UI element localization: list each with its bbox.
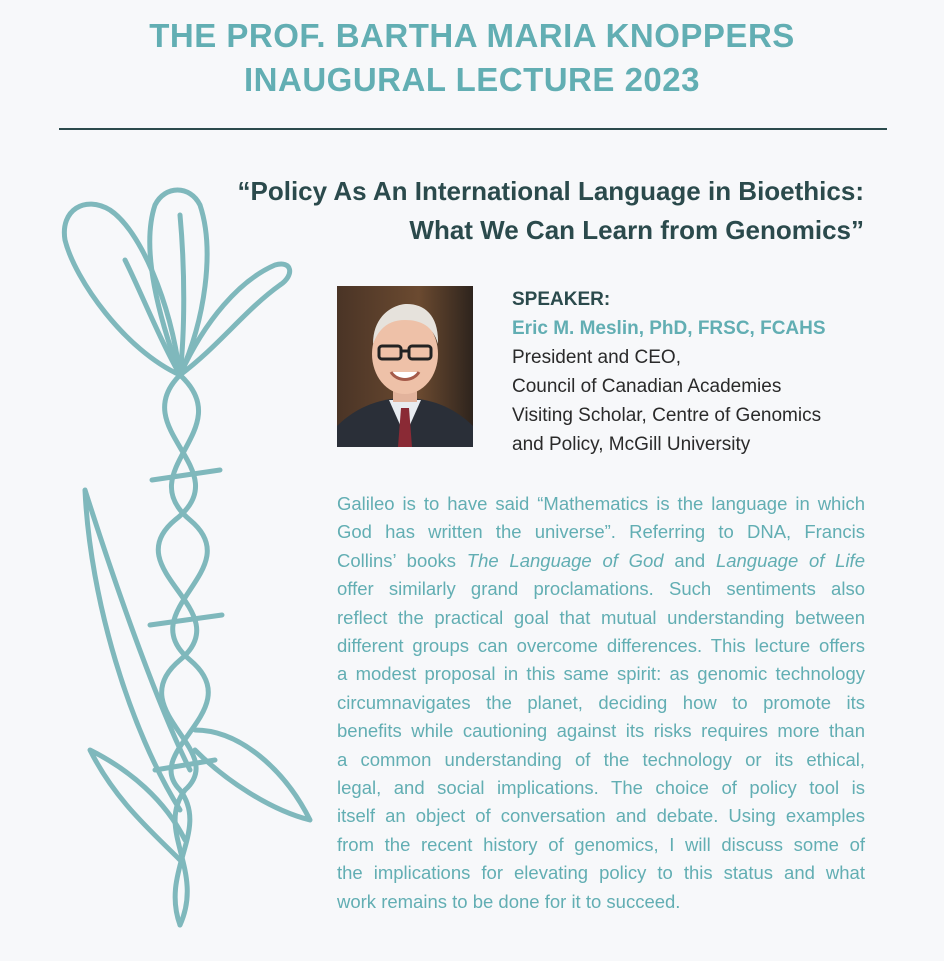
abstract-line: reflect the practical goal that mutual understanding between <box>337 606 865 628</box>
abstract-line: offer similarly grand proclamations. Such sentiments also <box>337 578 865 600</box>
title-divider <box>59 128 887 130</box>
speaker-photo <box>337 286 473 447</box>
abstract-line: legal, and social implications. The choice of policy tool is <box>337 777 865 799</box>
abstract-line: circumnavigates the planet, deciding how to promote its <box>337 691 865 713</box>
lecture-abstract <box>337 490 865 916</box>
abstract-line: a common understanding of the technology or its ethical, <box>337 748 865 770</box>
abstract-line: Galileo is to have said “Mathematics is the language in which <box>337 493 865 514</box>
event-title-line-2: INAUGURAL LECTURE 2023 <box>244 61 700 98</box>
abstract-line: work remains to be done for it to succeed. <box>337 890 681 912</box>
speaker-info <box>512 285 892 459</box>
lecture-title <box>164 172 864 250</box>
abstract-line: God has written the universe”. Referring to DNA, Francis <box>337 521 865 543</box>
abstract-line: the implications for elevating policy to this status and what <box>337 862 865 884</box>
event-title <box>0 14 944 102</box>
abstract-line: from the recent history of genomics, I will discuss some of <box>337 833 865 855</box>
dna-flower-illustration <box>30 170 330 950</box>
speaker-role-line: Council of Canadian Academies <box>512 376 782 397</box>
speaker-role-line: President and CEO, <box>512 347 681 368</box>
lecture-title-line-2: What We Can Learn from Genomics” <box>409 215 864 245</box>
speaker-name: Eric M. Meslin, PhD, FRSC, FCAHS <box>512 318 826 339</box>
speaker-heading: SPEAKER: <box>512 289 611 310</box>
lecture-title-line-1: “Policy As An International Language in Bioethics: <box>237 176 864 206</box>
abstract-line: itself an object of conversation and debate. Using examples <box>337 805 865 827</box>
abstract-line: a modest proposal in this same spirit: as genomic technology <box>337 663 865 685</box>
abstract-line: different groups can overcome differences. This lecture offers <box>337 635 865 657</box>
speaker-role-line: Visiting Scholar, Centre of Genomics <box>512 405 822 426</box>
abstract-line: benefits while cautioning against its risks requires more than <box>337 720 865 742</box>
speaker-role-line: and Policy, McGill University <box>512 434 751 455</box>
event-title-line-1: THE PROF. BARTHA MARIA KNOPPERS <box>149 17 795 54</box>
abstract-line: Collins’ books The Language of God and Language of Life <box>337 549 865 571</box>
